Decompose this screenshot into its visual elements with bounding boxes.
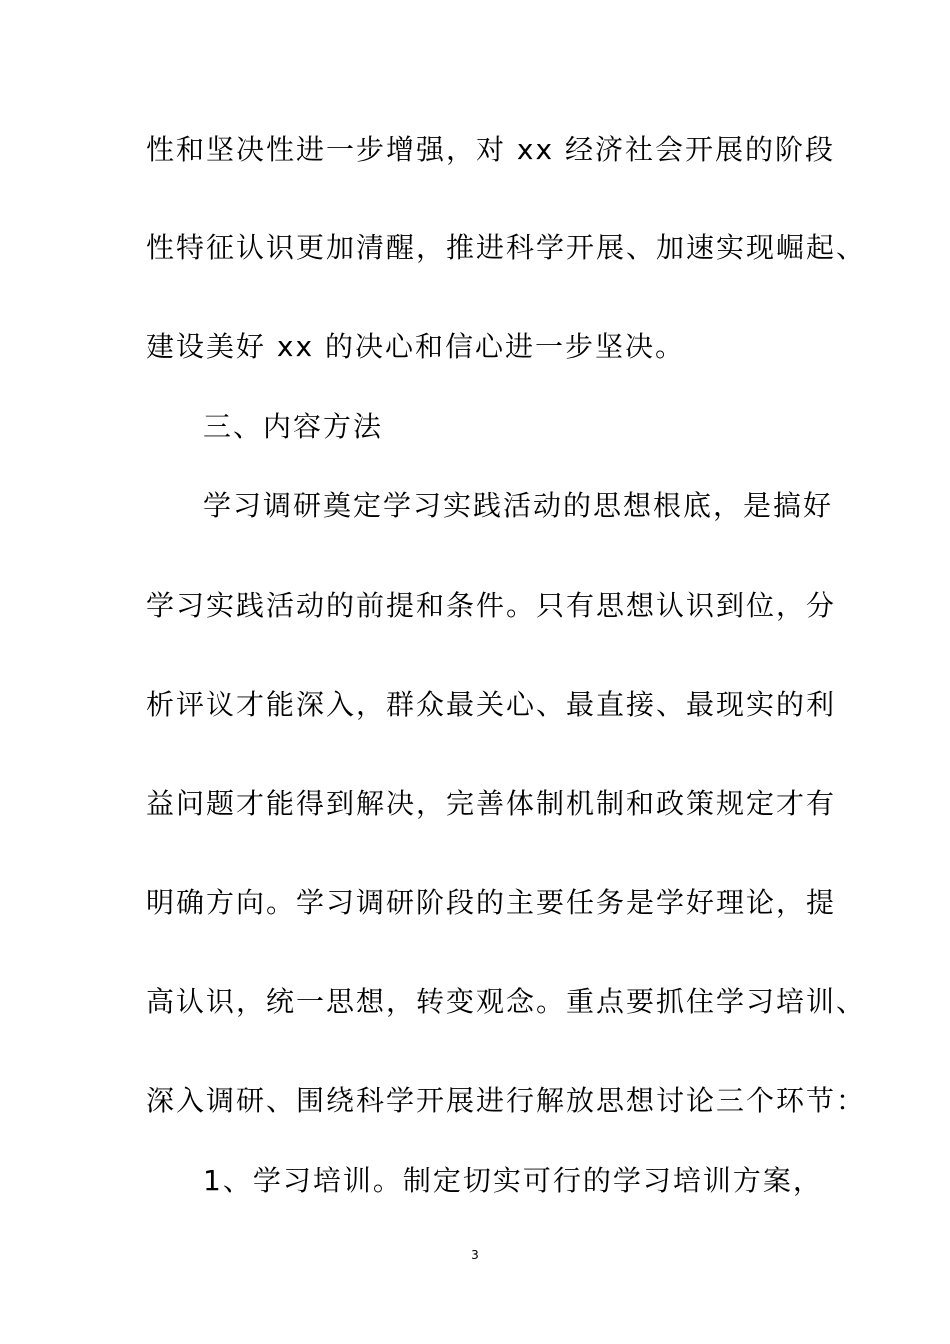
text-line: 益问题才能得到解决，完善体制机制和政策规定才有	[146, 787, 837, 820]
page-number: 3	[471, 1248, 479, 1262]
list-item: 1、学习培训。制定切实可行的学习培训方案，	[203, 1164, 823, 1197]
text-line: 性和坚决性进一步增强，对 xx 经济社会开展的阶段	[146, 133, 835, 166]
text-line: 深入调研、围绕科学开展进行解放思想讨论三个环节：	[146, 1084, 867, 1117]
text-line: 学习实践活动的前提和条件。只有思想认识到位，分	[146, 589, 837, 622]
text-line: 性特征认识更加清醒，推进科学开展、加速实现崛起、	[146, 231, 867, 264]
text-line: 建设美好 xx 的决心和信心进一步坚决。	[146, 330, 685, 363]
paragraph-first-line: 学习调研奠定学习实践活动的思想根底，是搞好	[203, 489, 834, 522]
text-line: 明确方向。学习调研阶段的主要任务是学好理论，提	[146, 886, 837, 919]
section-heading: 三、内容方法	[203, 410, 384, 443]
text-line: 高认识，统一思想，转变观念。重点要抓住学习培训、	[146, 985, 867, 1018]
text-line: 析评议才能深入，群众最关心、最直接、最现实的利	[146, 688, 837, 721]
